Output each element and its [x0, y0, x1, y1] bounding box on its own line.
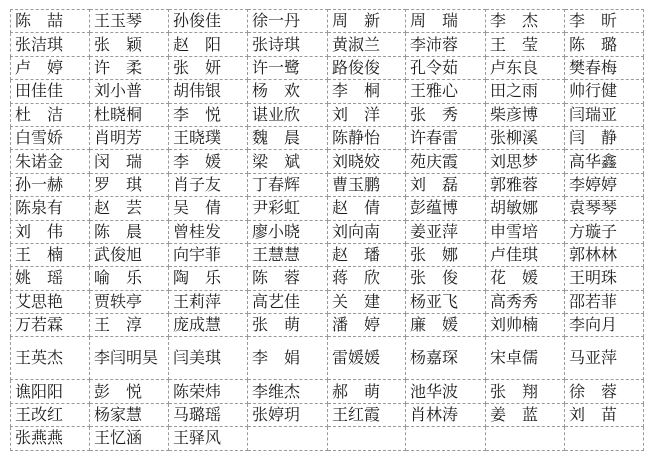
table-row [11, 56, 644, 79]
name-cell: 姜亚萍 [406, 220, 486, 243]
name-cell: 王明珠 [565, 267, 644, 290]
name-cell: 张 萌 [248, 314, 328, 337]
name-cell: 孙一赫 [11, 173, 90, 196]
name-cell: 李向月 [565, 314, 644, 337]
name-cell: 李 杰 [486, 10, 565, 33]
name-cell: 王慧慧 [248, 243, 328, 266]
name-cell: 庞成慧 [169, 314, 248, 337]
name-cell: 蒋 欣 [328, 267, 406, 290]
name-cell: 宋卓儒 [486, 337, 565, 380]
name-cell: 樊春梅 [565, 56, 644, 79]
empty-cell [486, 427, 565, 450]
name-cell: 杨嘉琛 [406, 337, 486, 380]
name-cell: 向宇菲 [169, 243, 248, 266]
name-cell: 杜晓桐 [90, 103, 169, 126]
name-cell: 张洁琪 [11, 33, 90, 56]
table-row [11, 10, 644, 33]
name-cell: 郝 萌 [328, 380, 406, 403]
name-cell: 曹玉鹏 [328, 173, 406, 196]
name-cell: 艾思艳 [11, 290, 90, 313]
name-cell: 李婷婷 [565, 173, 644, 196]
name-cell: 高华鑫 [565, 150, 644, 173]
table-row [11, 173, 644, 196]
name-cell: 张 翔 [486, 380, 565, 403]
name-cell: 姚 瑶 [11, 267, 90, 290]
name-cell: 王红霞 [328, 403, 406, 426]
name-cell: 杨家慧 [90, 403, 169, 426]
name-cell: 李 媛 [169, 150, 248, 173]
table-row [11, 80, 644, 103]
name-cell: 吴 倩 [169, 197, 248, 220]
name-cell: 李闫明昊 [90, 337, 169, 380]
name-cell: 杜 洁 [11, 103, 90, 126]
name-cell: 卢佳琪 [486, 243, 565, 266]
name-cell: 张 妍 [169, 56, 248, 79]
name-cell: 黄淑兰 [328, 33, 406, 56]
table-row [11, 337, 644, 380]
name-cell: 刘 洋 [328, 103, 406, 126]
name-cell: 孙俊佳 [169, 10, 248, 33]
name-cell: 陶 乐 [169, 267, 248, 290]
name-cell: 肖林涛 [406, 403, 486, 426]
name-cell: 张 颖 [90, 33, 169, 56]
name-cell: 王晓璞 [169, 126, 248, 149]
name-cell: 王莉萍 [169, 290, 248, 313]
name-cell: 王 淳 [90, 314, 169, 337]
name-cell: 王英杰 [11, 337, 90, 380]
name-cell: 卢东良 [486, 56, 565, 79]
name-table [10, 9, 644, 451]
name-cell: 陈 晨 [90, 220, 169, 243]
name-cell: 李维杰 [248, 380, 328, 403]
name-cell: 周 瑞 [406, 10, 486, 33]
name-cell: 许 柔 [90, 56, 169, 79]
name-cell: 李 悦 [169, 103, 248, 126]
name-cell: 闵 瑞 [90, 150, 169, 173]
empty-cell [565, 427, 644, 450]
name-cell: 徐 蓉 [565, 380, 644, 403]
name-cell: 刘晓姣 [328, 150, 406, 173]
name-cell: 贾轶亭 [90, 290, 169, 313]
table-row [11, 380, 644, 403]
name-cell: 邵若菲 [565, 290, 644, 313]
name-cell: 周 新 [328, 10, 406, 33]
name-cell: 赵 倩 [328, 197, 406, 220]
name-cell: 张 娜 [406, 243, 486, 266]
name-cell: 闫 静 [565, 126, 644, 149]
table-row [11, 403, 644, 426]
name-cell: 方璇子 [565, 220, 644, 243]
name-cell: 陈荣炜 [169, 380, 248, 403]
name-cell: 刘向南 [328, 220, 406, 243]
name-cell: 花 媛 [486, 267, 565, 290]
name-cell: 赵 芸 [90, 197, 169, 220]
name-cell: 王 莹 [486, 33, 565, 56]
name-cell: 高秀秀 [486, 290, 565, 313]
name-cell: 许春雷 [406, 126, 486, 149]
name-cell: 刘 磊 [406, 173, 486, 196]
name-cell: 王 楠 [11, 243, 90, 266]
name-cell: 刘思梦 [486, 150, 565, 173]
name-cell: 王改红 [11, 403, 90, 426]
name-cell: 张燕燕 [11, 427, 90, 450]
name-cell: 关 建 [328, 290, 406, 313]
name-cell: 王雅心 [406, 80, 486, 103]
name-cell: 万若霖 [11, 314, 90, 337]
name-cell: 梁 斌 [248, 150, 328, 173]
name-cell: 武俊旭 [90, 243, 169, 266]
empty-cell [328, 427, 406, 450]
name-cell: 白雪娇 [11, 126, 90, 149]
name-cell: 田佳佳 [11, 80, 90, 103]
name-cell: 许一鹭 [248, 56, 328, 79]
name-cell: 闫美琪 [169, 337, 248, 380]
name-cell: 胡敏娜 [486, 197, 565, 220]
name-cell: 杨亚飞 [406, 290, 486, 313]
name-cell: 刘小普 [90, 80, 169, 103]
name-cell: 朱诺金 [11, 150, 90, 173]
table-row [11, 220, 644, 243]
table-row [11, 126, 644, 149]
name-cell: 刘 伟 [11, 220, 90, 243]
name-cell: 王玉琴 [90, 10, 169, 33]
name-cell: 王忆涵 [90, 427, 169, 450]
name-cell: 谯阳阳 [11, 380, 90, 403]
name-cell: 马璐瑶 [169, 403, 248, 426]
name-cell: 郭雅蓉 [486, 173, 565, 196]
name-cell: 孔令茹 [406, 56, 486, 79]
name-cell: 雷媛媛 [328, 337, 406, 380]
name-cell: 谌业欣 [248, 103, 328, 126]
name-cell: 田之雨 [486, 80, 565, 103]
name-cell: 张柳溪 [486, 126, 565, 149]
table-row [11, 243, 644, 266]
name-cell: 李 桐 [328, 80, 406, 103]
name-cell: 闫瑞亚 [565, 103, 644, 126]
table-row [11, 314, 644, 337]
name-cell: 陈 蓉 [248, 267, 328, 290]
name-cell: 姜 蓝 [486, 403, 565, 426]
table-row [11, 267, 644, 290]
name-cell: 赵 璠 [328, 243, 406, 266]
name-cell: 陈 喆 [11, 10, 90, 33]
name-cell: 杨 欢 [248, 80, 328, 103]
name-cell: 王驿风 [169, 427, 248, 450]
name-cell: 李 昕 [565, 10, 644, 33]
table-row [11, 197, 644, 220]
name-cell: 曾桂发 [169, 220, 248, 243]
name-cell: 李沛蓉 [406, 33, 486, 56]
name-cell: 赵 阳 [169, 33, 248, 56]
document-page [10, 9, 643, 451]
name-cell: 魏 晨 [248, 126, 328, 149]
name-cell: 袁琴琴 [565, 197, 644, 220]
name-cell: 胡伟银 [169, 80, 248, 103]
table-row [11, 427, 644, 450]
name-cell: 李 娟 [248, 337, 328, 380]
name-cell: 刘 苗 [565, 403, 644, 426]
name-cell: 路俊俊 [328, 56, 406, 79]
name-cell: 张 俊 [406, 267, 486, 290]
name-cell: 马亚萍 [565, 337, 644, 380]
name-cell: 廖小晓 [248, 220, 328, 243]
name-cell: 彭 悦 [90, 380, 169, 403]
name-table-body [11, 10, 644, 451]
name-cell: 肖明芳 [90, 126, 169, 149]
name-cell: 申雪培 [486, 220, 565, 243]
name-cell: 池华波 [406, 380, 486, 403]
name-cell: 肖子友 [169, 173, 248, 196]
empty-cell [248, 427, 328, 450]
name-cell: 张婷玥 [248, 403, 328, 426]
empty-cell [406, 427, 486, 450]
table-row [11, 290, 644, 313]
table-row [11, 150, 644, 173]
name-cell: 罗 琪 [90, 173, 169, 196]
name-cell: 刘帅楠 [486, 314, 565, 337]
name-cell: 丁春辉 [248, 173, 328, 196]
name-cell: 张诗琪 [248, 33, 328, 56]
name-cell: 廉 媛 [406, 314, 486, 337]
name-cell: 徐一丹 [248, 10, 328, 33]
name-cell: 陈泉有 [11, 197, 90, 220]
name-cell: 苑庆霞 [406, 150, 486, 173]
name-cell: 尹彩虹 [248, 197, 328, 220]
name-cell: 郭林林 [565, 243, 644, 266]
table-row [11, 33, 644, 56]
table-row [11, 103, 644, 126]
name-cell: 卢 婷 [11, 56, 90, 79]
name-cell: 陈静怡 [328, 126, 406, 149]
name-cell: 陈 璐 [565, 33, 644, 56]
name-cell: 潘 婷 [328, 314, 406, 337]
name-cell: 帅行健 [565, 80, 644, 103]
name-cell: 彭蕴博 [406, 197, 486, 220]
name-cell: 喻 乐 [90, 267, 169, 290]
name-cell: 张 秀 [406, 103, 486, 126]
name-cell: 柴彦博 [486, 103, 565, 126]
name-cell: 高艺佳 [248, 290, 328, 313]
